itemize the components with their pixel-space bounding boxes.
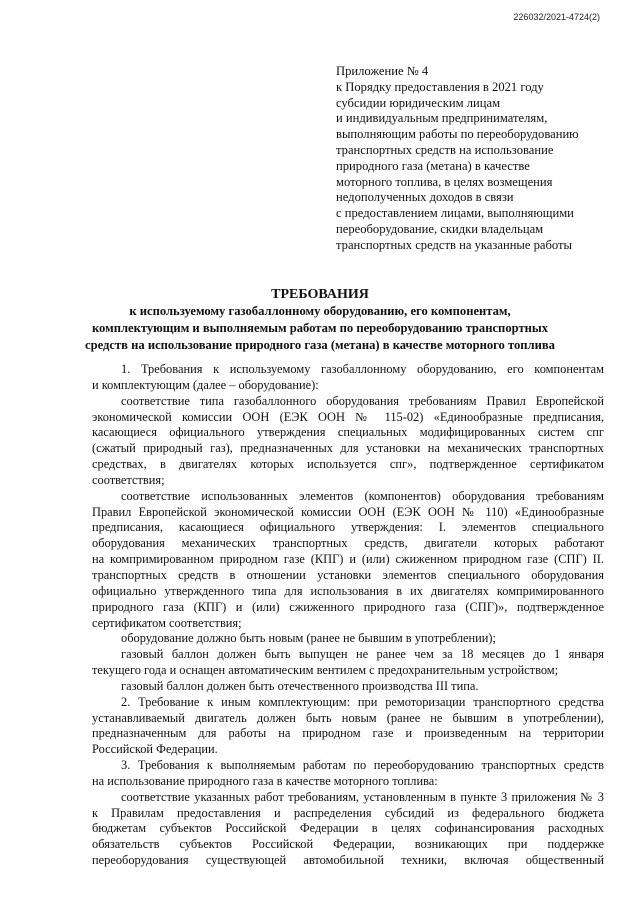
annex-line: Приложение № 4 <box>336 64 429 78</box>
body-line: предназначенным для работы на природном газе и произведенным на территории <box>92 726 604 741</box>
body-line: Правил Европейской экономической комиссии ООН (ЕЭК ООН № 110) «Единообразные <box>92 504 604 519</box>
annex-line: транспортных средств на использование <box>336 142 554 157</box>
body-line: экономической комиссии ООН (ЕЭК ООН № 115-02) «Единообразные предписания, <box>92 409 604 424</box>
body-line: 2. Требование к иным комплектующим: при ремоторизации транспортного средства <box>121 694 604 709</box>
document-title: ТРЕБОВАНИЯ <box>271 287 369 302</box>
body-line: оборудования механических транспортных средств, двигатели которых работают <box>92 536 604 551</box>
body-line: 3. Требования к выполняемым работам по переоборудованию транспортных средств <box>121 758 604 773</box>
body-line: бюджетам субъектов Российской Федерации в целях софинансирования расходных <box>92 821 604 836</box>
annex-line: выполняющим работы по переоборудованию <box>336 127 579 142</box>
annex-line: транспортных средств на указанные работы <box>336 237 573 252</box>
body-line: на использование природного газа в качестве моторного топлива: <box>92 773 438 788</box>
annex-line: к Порядку предоставления в 2021 году <box>336 79 544 94</box>
body-line: официально утвержденного типа для использования в их двигателях компримированного <box>92 583 604 598</box>
body-line: на компримированном природном газе (КПГ) и (или) сжиженном природном газе (СПГ) II. <box>92 552 604 567</box>
body-line: газовый баллон должен быть выпущен не ранее чем за 18 месяцев до 1 января <box>121 647 604 662</box>
annex-line: переоборудование, скидки владельцам <box>336 221 544 236</box>
body-line: касающиеся официального утверждения специальных модифицированных систем спг <box>92 425 604 440</box>
annex-line: моторного топлива, в целях возмещения <box>336 174 553 189</box>
body-line: транспортных средств в отношении установки элементов специального оборудования <box>92 567 604 582</box>
subtitle-line: к используемому газобаллонному оборудованию, его компонентам, <box>129 304 511 318</box>
annex-line: и индивидуальным предпринимателям, <box>336 111 548 126</box>
body-line: устанавливаемый двигатель должен быть новым (ранее не бывшим в употреблении), <box>92 710 604 725</box>
document-body <box>92 362 604 869</box>
annex-line: недополученных доходов в связи <box>336 190 514 205</box>
body-line: Российской Федерации. <box>92 742 218 757</box>
body-line: к Правилам предоставления и распределения субсидий из федерального бюджета <box>92 805 604 820</box>
body-line: обязательств субъектов Российской Федерации, возникающих при поддержке <box>92 837 604 852</box>
body-line: природного газа (КПГ) и (или) сжиженного природного газа (СПГ)», подтвержденное <box>92 599 604 614</box>
document-number: 226032/2021-4724(2) <box>513 12 600 22</box>
body-line: 1. Требования к используемому газобаллонному оборудованию, его компонентам <box>121 362 604 376</box>
body-line: переоборудования существующей автомобильной техники, включая общественный <box>92 853 604 868</box>
annex-line: субсидии юридическим лицам <box>336 95 501 110</box>
body-line: предписания, касающиеся официального утверждения: I. элементов специального <box>92 520 604 535</box>
annex-header <box>336 64 626 254</box>
body-line: соответствие указанных работ требованиям, установленным в пункте 3 приложения № 3 <box>121 789 604 804</box>
body-line: текущего года и оснащен автоматическим вентилем с предохранительным устройством; <box>92 663 559 678</box>
document-subtitle <box>0 303 640 354</box>
body-line: соответствия; <box>92 472 165 487</box>
body-line: и комплектующим (далее – оборудование): <box>92 377 319 392</box>
body-line: газовый баллон должен быть отечественного производства III типа. <box>121 678 479 693</box>
body-line: (сжатый природный газ), предназначенных для установки на механических транспортных <box>92 441 604 456</box>
annex-line: с предоставлением лицами, выполняющими <box>336 206 574 221</box>
body-line: соответствие типа газобаллонного оборудования требованиям Правил Европейской <box>121 393 604 408</box>
body-line: оборудование должно быть новым (ранее не бывшим в употреблении); <box>121 631 496 646</box>
annex-line: природного газа (метана) в качестве <box>336 158 530 173</box>
body-line: соответствие использованных элементов (компонентов) оборудования требованиям <box>121 488 604 503</box>
subtitle-line: средств на использование природного газа (метана) в качестве моторного топлива <box>85 338 555 352</box>
body-line: сертификатом соответствия; <box>92 615 242 630</box>
body-line: средствах, в двигателях которых используется спг», подтвержденное сертификатом <box>92 457 604 472</box>
subtitle-line: комплектующим и выполняемым работам по переоборудованию транспортных <box>91 321 549 335</box>
